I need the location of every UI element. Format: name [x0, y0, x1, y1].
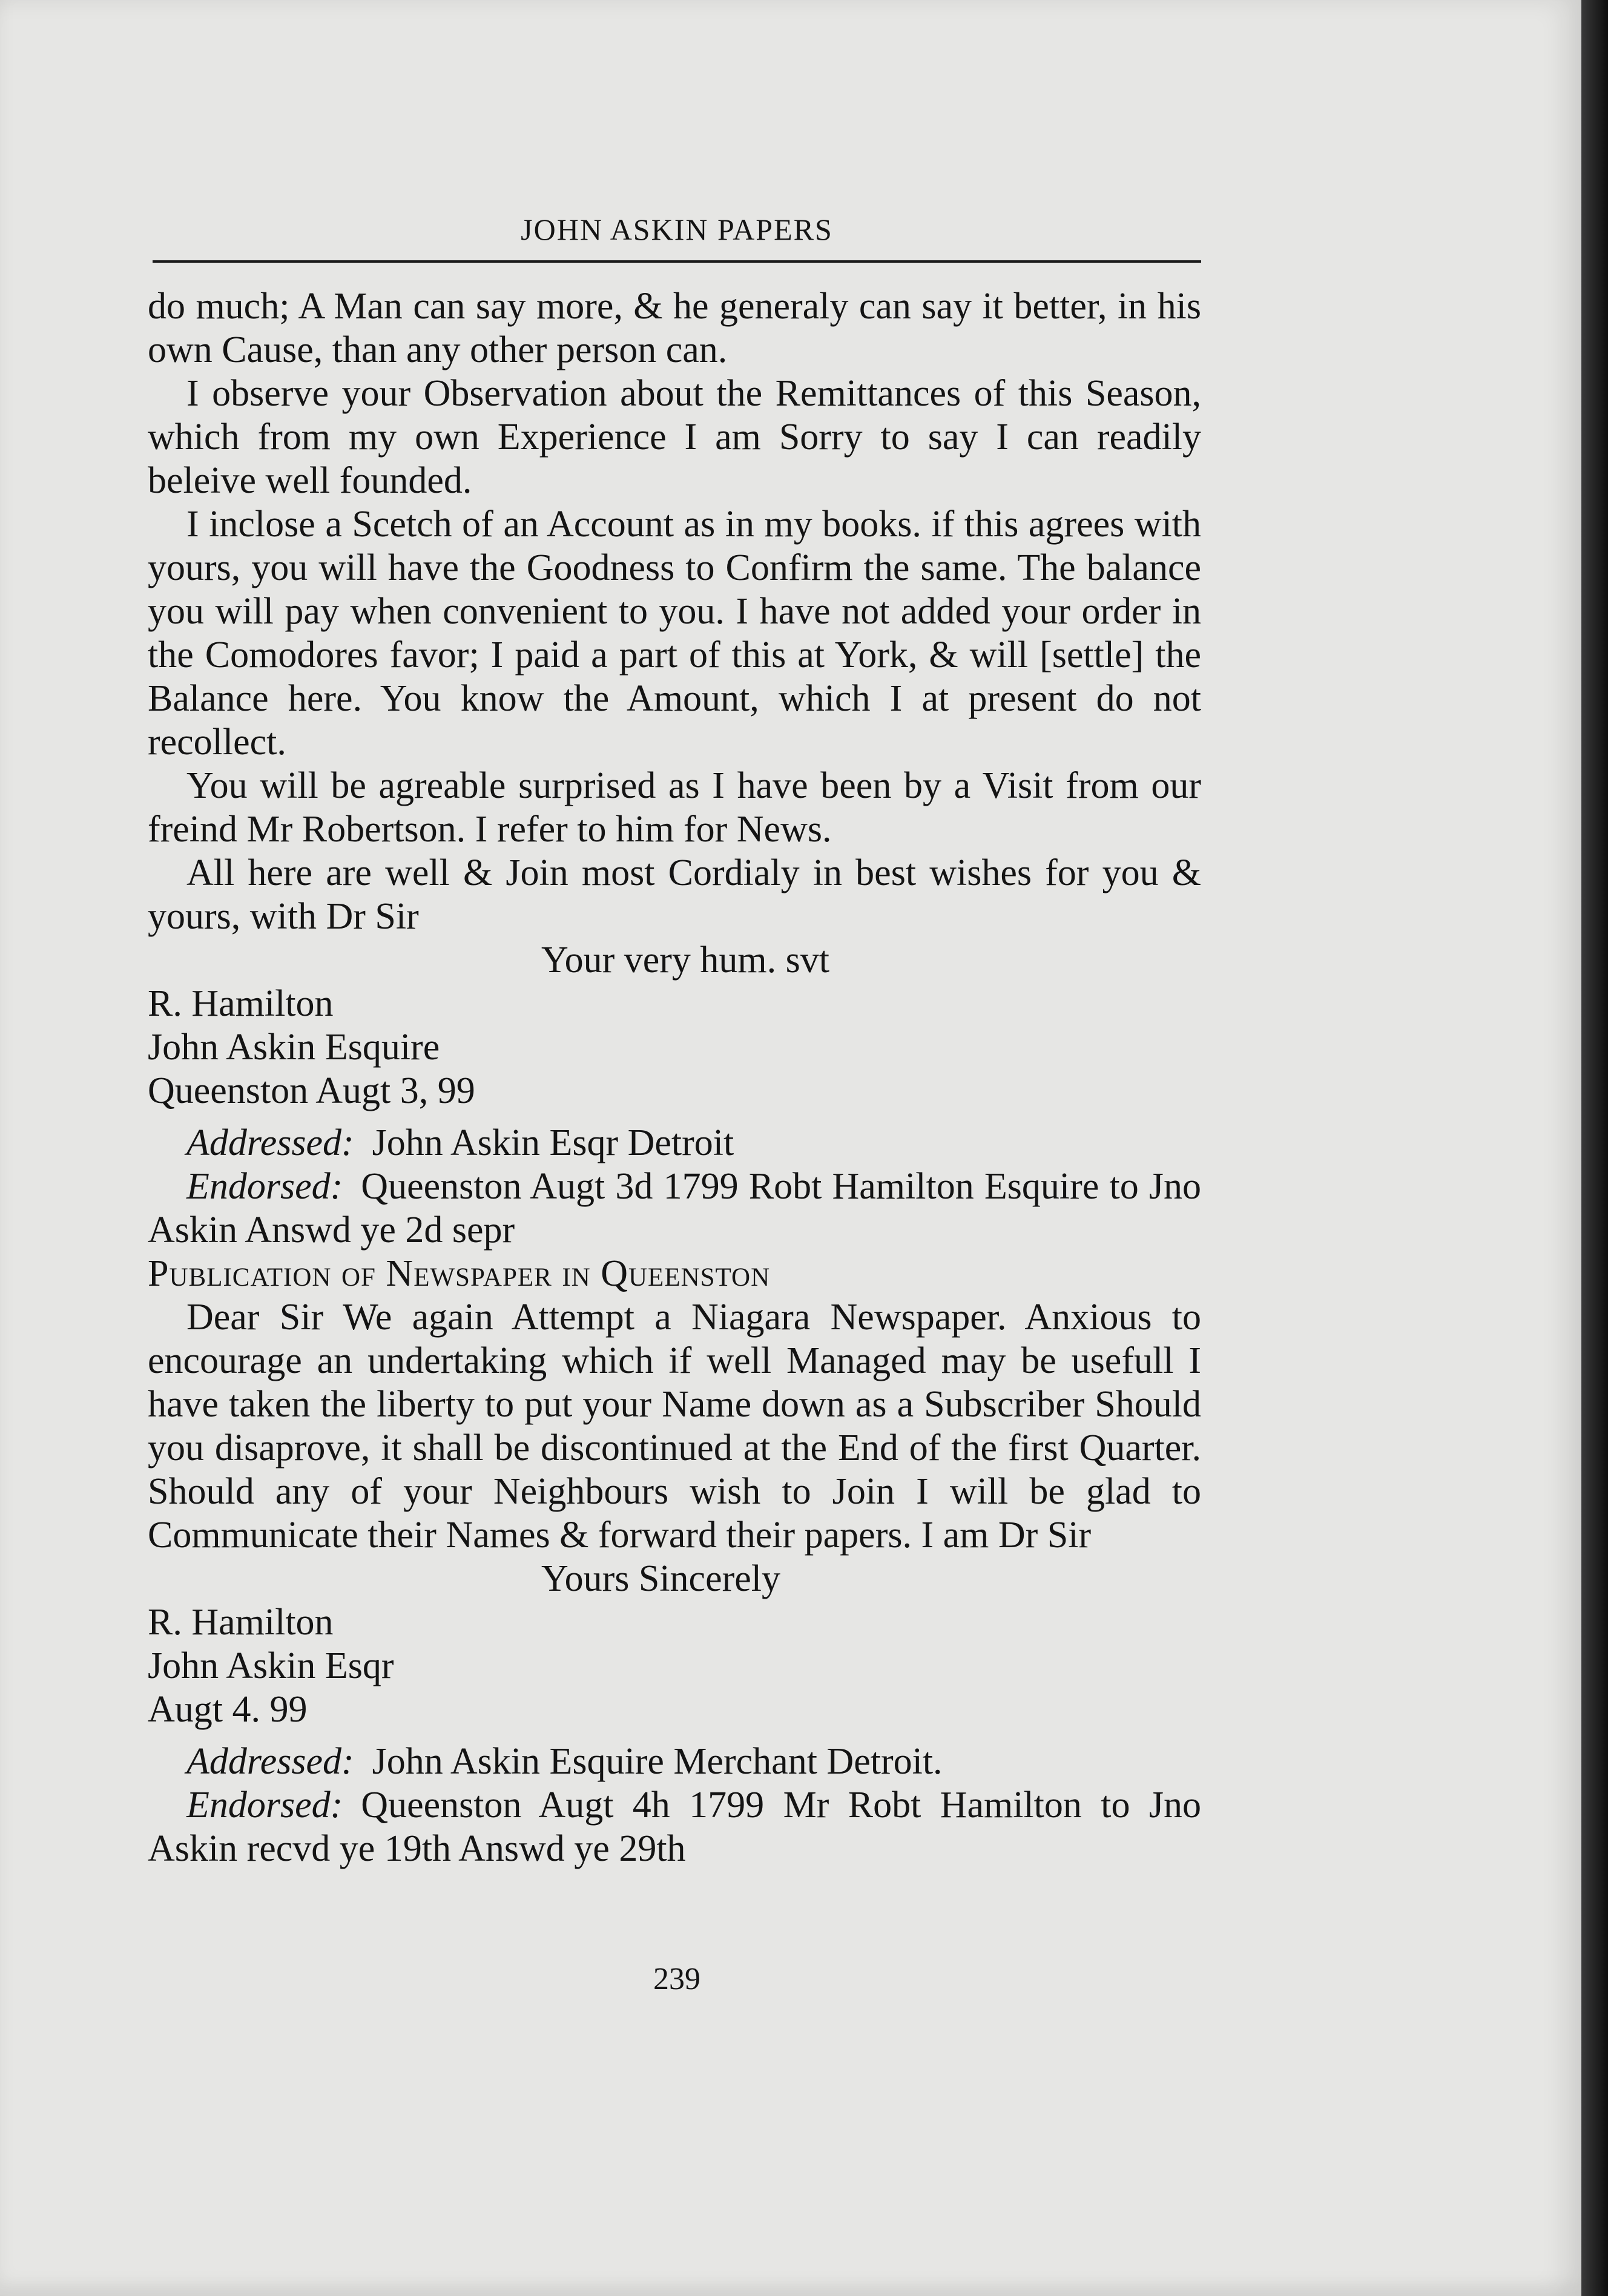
endorsed-text: Queenston Augt 4h 1799 Mr Robt Hamilton to Jno Askin recvd ye 19th Answd ye 29th	[148, 1784, 1201, 1869]
addressed-label: Addressed:	[186, 1122, 354, 1163]
page-number: 239	[653, 1962, 700, 1996]
addressed-label: Addressed:	[186, 1741, 354, 1782]
header-rule	[153, 260, 1201, 263]
letter1-paragraph: All here are well & Join most Cordialy in best wishes for you & yours, with Dr Sir	[148, 852, 1201, 937]
addressed-text: John Askin Esqr Detroit	[372, 1122, 734, 1163]
letter1-signature: R. Hamilton	[148, 983, 334, 1024]
letter1-endorsed	[148, 1165, 1201, 1252]
letter2-closing: Yours Sincerely	[541, 1558, 780, 1599]
endorsed-text: Queenston Augt 3d 1799 Robt Hamilton Esquire to Jno Askin Answd ye 2d sepr	[148, 1166, 1201, 1251]
letter1-paragraph: do much; A Man can say more, & he generaly can say it better, in his own Cause, than any other person can.	[148, 286, 1201, 370]
letter2-date: Augt 4. 99	[148, 1689, 308, 1730]
letter2-recipient: John Askin Esqr	[148, 1645, 394, 1686]
letter1-paragraph: You will be agreable surprised as I have been by a Visit from our freind Mr Robertson. I refer to him for News.	[148, 765, 1201, 850]
letter2-signature: R. Hamilton	[148, 1602, 334, 1643]
section-title: Publication of Newspaper in Queenston	[148, 1253, 771, 1294]
letter2-body: Dear Sir We again Attempt a Niagara Newspaper. Anxious to encourage an undertaking which if well Managed may be usefull I have taken the liberty to put your Name down as a Subscriber Should you disaprove, it shall be discontinued at the End of the first Quarter. Should any of your Neighbours wish to Join I will be glad to Communicate their Names & forward their papers. I am Dr Sir	[148, 1297, 1201, 1556]
page-text	[148, 285, 1201, 1870]
endorsed-label: Endorsed:	[186, 1784, 343, 1826]
addressed-text: John Askin Esquire Merchant Detroit.	[372, 1741, 943, 1782]
letter1-recipient: John Askin Esquire	[148, 1027, 440, 1068]
page-edge-shadow	[1581, 0, 1608, 2296]
letter1-closing: Your very hum. svt	[541, 939, 829, 981]
endorsed-label: Endorsed:	[186, 1166, 343, 1207]
letter1-paragraph: I observe your Observation about the Remittances of this Season, which from my own Experience I am Sorry to say I can readily beleive well founded.	[148, 373, 1201, 501]
letter2-addressed	[148, 1740, 1201, 1783]
running-header: JOHN ASKIN PAPERS	[521, 212, 833, 246]
letter2-endorsed	[148, 1783, 1201, 1870]
letter1-place-date: Queenston Augt 3, 99	[148, 1070, 475, 1111]
letter1-addressed	[148, 1121, 1201, 1165]
letter1-paragraph: I inclose a Scetch of an Account as in my books. if this agrees with yours, you will have the Goodness to Confirm the same. The balance you will pay when convenient to you. I have not added your order in the Comodores favor; I paid a part of this at York, & will [settle] the Balance here. You know the Amount, which I at present do not recollect.	[148, 504, 1201, 763]
